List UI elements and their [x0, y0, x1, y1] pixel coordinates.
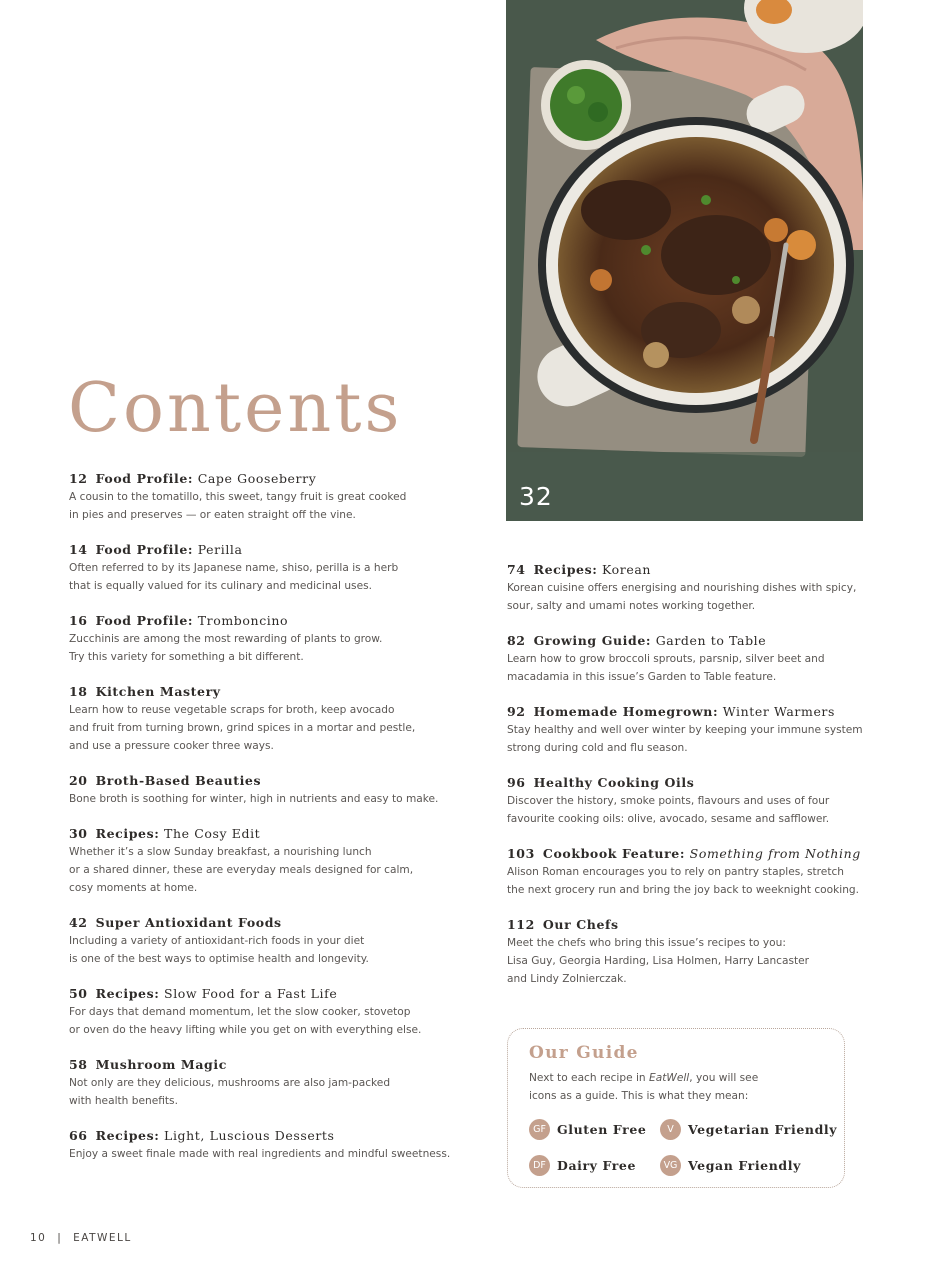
entry-section: Food Profile:	[95, 542, 194, 557]
entry-section: Healthy Cooking Oils	[533, 775, 695, 790]
entry-feature: Something from Nothing	[689, 846, 861, 861]
entry-heading	[69, 985, 489, 1003]
entry-description-line: For days that demand momentum, let the slow cooker, stovetop	[69, 1006, 411, 1018]
entry-feature: The Cosy Edit	[164, 826, 261, 841]
entry-section: Growing Guide:	[533, 633, 652, 648]
guide-item-label: Vegan Friendly	[688, 1158, 801, 1173]
vegetarian-icon: V	[660, 1119, 681, 1140]
braised-lamb-pot-image	[506, 0, 863, 521]
page-title: Contents	[68, 369, 403, 448]
entry-description-line: Lisa Guy, Georgia Harding, Lisa Holmen, Harry Lancaster	[507, 955, 810, 967]
guide-item-label: Gluten Free	[557, 1122, 647, 1137]
entry-heading	[69, 683, 489, 701]
entry-description-line: and fruit from turning brown, grind spices in a mortar and pestle,	[69, 722, 416, 734]
contents-entry	[507, 845, 907, 899]
guide-description-line-2: icons as a guide. This is what they mean:	[529, 1090, 749, 1102]
entry-page-number: 50	[69, 986, 88, 1001]
dairy-free-icon: DF	[529, 1155, 550, 1176]
entry-description-line: Whether it’s a slow Sunday breakfast, a nourishing lunch	[69, 846, 372, 858]
contents-entry	[69, 541, 489, 595]
entry-heading	[69, 1056, 489, 1074]
entry-description-line: A cousin to the tomatillo, this sweet, tangy fruit is great cooked	[69, 491, 407, 503]
entry-section: Recipes:	[95, 1128, 160, 1143]
entry-description-line: and Lindy Zolnierczak.	[507, 973, 627, 985]
contents-entry	[507, 703, 907, 757]
entry-heading	[69, 914, 489, 932]
guide-item-vegetarian	[660, 1119, 837, 1140]
guide-item-gluten-free	[529, 1119, 646, 1140]
entry-heading	[69, 541, 489, 559]
entry-description-line: or oven do the heavy lifting while you get on with everything else.	[69, 1024, 422, 1036]
entry-description-line: Alison Roman encourages you to rely on pantry staples, stretch	[507, 866, 845, 878]
entry-feature: Tromboncino	[197, 613, 289, 628]
entry-description-line: Korean cuisine offers energising and nourishing dishes with spicy,	[507, 582, 857, 594]
guide-item-label: Dairy Free	[557, 1158, 637, 1173]
footer-separator: |	[57, 1232, 63, 1244]
entry-page-number: 112	[507, 917, 535, 932]
entry-heading	[69, 470, 489, 488]
contents-entry	[507, 561, 907, 615]
entry-feature: Slow Food for a Fast Life	[164, 986, 338, 1001]
entry-page-number: 42	[69, 915, 88, 930]
entry-description-line: Often referred to by its Japanese name, shiso, perilla is a herb	[69, 562, 399, 574]
contents-entry	[507, 774, 907, 828]
contents-left-column	[69, 470, 489, 1180]
entry-feature: Garden to Table	[655, 633, 767, 648]
page-footer	[30, 1232, 132, 1244]
entry-heading	[507, 561, 907, 579]
entry-section: Homemade Homegrown:	[533, 704, 719, 719]
entry-description-line: with health benefits.	[69, 1095, 178, 1107]
entry-section: Food Profile:	[95, 471, 194, 486]
entry-feature: Perilla	[197, 542, 243, 557]
entry-feature: Light, Luscious Desserts	[164, 1128, 335, 1143]
entry-heading	[69, 1127, 489, 1145]
entry-section: Recipes:	[95, 826, 160, 841]
entry-description-line: Zucchinis are among the most rewarding of plants to grow.	[69, 633, 383, 645]
our-guide-box	[507, 1028, 845, 1188]
entry-heading	[69, 612, 489, 630]
contents-entry	[69, 1056, 489, 1110]
photo-page-number: 32	[519, 482, 553, 511]
entry-section: Cookbook Feature:	[542, 846, 686, 861]
entry-heading	[507, 632, 907, 650]
contents-entry	[69, 985, 489, 1039]
contents-entry	[69, 683, 489, 755]
vegan-icon: VG	[660, 1155, 681, 1176]
entry-description-line: Including a variety of antioxidant-rich foods in your diet	[69, 935, 365, 947]
entry-description-line: Not only are they delicious, mushrooms are also jam-packed	[69, 1077, 391, 1089]
entry-description-line: Bone broth is soothing for winter, high in nutrients and easy to make.	[69, 793, 439, 805]
entry-page-number: 74	[507, 562, 526, 577]
hero-photo	[506, 0, 863, 521]
entry-feature: Winter Warmers	[722, 704, 836, 719]
entry-page-number: 18	[69, 684, 88, 699]
guide-item-dairy-free	[529, 1155, 636, 1176]
contents-entry	[507, 632, 907, 686]
entry-description-line: or a shared dinner, these are everyday meals designed for calm,	[69, 864, 414, 876]
entry-description-line: macadamia in this issue’s Garden to Table feature.	[507, 671, 777, 683]
entry-section: Recipes:	[95, 986, 160, 1001]
entry-heading	[507, 703, 907, 721]
entry-description-line: the next grocery run and bring the joy back to weeknight cooking.	[507, 884, 860, 896]
guide-text-before: Next to each recipe in	[529, 1072, 650, 1084]
guide-text-after: , you will see	[689, 1072, 759, 1084]
guide-title: Our Guide	[529, 1043, 639, 1063]
entry-heading	[507, 774, 907, 792]
entry-page-number: 16	[69, 613, 88, 628]
entry-page-number: 103	[507, 846, 535, 861]
guide-item-vegan	[660, 1155, 801, 1176]
entry-description-line: strong during cold and flu season.	[507, 742, 688, 754]
entry-heading	[69, 825, 489, 843]
entry-description-line: Stay healthy and well over winter by keeping your immune system	[507, 724, 863, 736]
entry-description-line: cosy moments at home.	[69, 882, 198, 894]
guide-description-line-1	[529, 1069, 758, 1087]
entry-description-line: favourite cooking oils: olive, avocado, sesame and safflower.	[507, 813, 830, 825]
entry-description-line: Enjoy a sweet finale made with real ingredients and mindful sweetness.	[69, 1148, 451, 1160]
entry-description-line: Try this variety for something a bit different.	[69, 651, 304, 663]
entry-page-number: 14	[69, 542, 88, 557]
entry-section: Our Chefs	[542, 917, 619, 932]
entry-section: Broth-Based Beauties	[95, 773, 262, 788]
entry-description-line: Learn how to grow broccoli sprouts, parsnip, silver beet and	[507, 653, 825, 665]
entry-description-line: and use a pressure cooker three ways.	[69, 740, 274, 752]
entry-section: Mushroom Magic	[95, 1057, 227, 1072]
footer-magazine-name: EATWELL	[73, 1232, 132, 1244]
contents-entry	[69, 825, 489, 897]
contents-entry	[507, 916, 907, 988]
entry-section: Kitchen Mastery	[95, 684, 221, 699]
entry-section: Super Antioxidant Foods	[95, 915, 282, 930]
entry-heading	[507, 845, 907, 863]
gluten-free-icon: GF	[529, 1119, 550, 1140]
entry-page-number: 12	[69, 471, 88, 486]
entry-description-line: in pies and preserves — or eaten straight off the vine.	[69, 509, 356, 521]
entry-section: Food Profile:	[95, 613, 194, 628]
entry-description-line: is one of the best ways to optimise health and longevity.	[69, 953, 369, 965]
guide-item-label: Vegetarian Friendly	[688, 1122, 838, 1137]
entry-description-line: Learn how to reuse vegetable scraps for broth, keep avocado	[69, 704, 395, 716]
entry-description-line: Meet the chefs who bring this issue’s recipes to you:	[507, 937, 786, 949]
entry-feature: Korean	[602, 562, 652, 577]
entry-section: Recipes:	[533, 562, 598, 577]
contents-entry	[69, 1127, 489, 1163]
contents-right-column	[507, 561, 907, 1005]
contents-entry	[69, 612, 489, 666]
entry-page-number: 58	[69, 1057, 88, 1072]
footer-page-number: 10	[30, 1232, 47, 1244]
entry-page-number: 20	[69, 773, 88, 788]
entry-page-number: 96	[507, 775, 526, 790]
contents-entry	[69, 470, 489, 524]
entry-description-line: that is equally valued for its culinary and medicinal uses.	[69, 580, 372, 592]
entry-description-line: Discover the history, smoke points, flavours and uses of four	[507, 795, 830, 807]
guide-text-brand: EatWell	[649, 1072, 690, 1084]
contents-entry	[69, 914, 489, 968]
entry-heading	[69, 772, 489, 790]
entry-heading	[507, 916, 907, 934]
entry-description-line: sour, salty and umami notes working together.	[507, 600, 756, 612]
entry-feature: Cape Gooseberry	[197, 471, 317, 486]
contents-entry	[69, 772, 489, 808]
entry-page-number: 66	[69, 1128, 88, 1143]
guide-description	[529, 1069, 758, 1105]
entry-page-number: 92	[507, 704, 526, 719]
entry-page-number: 82	[507, 633, 526, 648]
entry-page-number: 30	[69, 826, 88, 841]
